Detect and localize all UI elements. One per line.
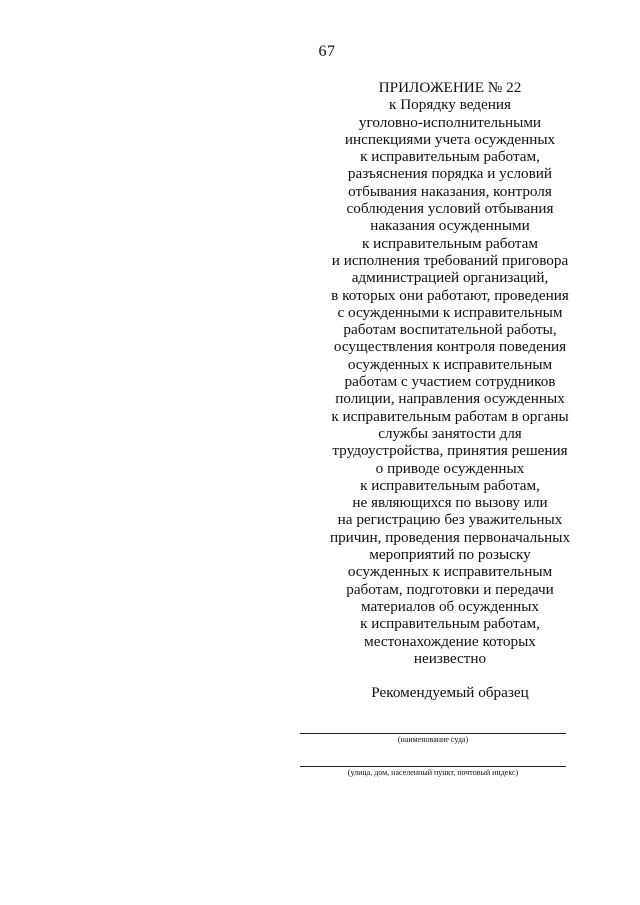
- appendix-line: трудоустройства, принятия решения: [332, 442, 568, 460]
- appendix-line: к исправительным работам: [361, 234, 539, 252]
- address-line: [300, 766, 566, 767]
- appendix-line: службы занятости для: [378, 424, 522, 442]
- appendix-line: к исправительным работам,: [360, 476, 540, 494]
- court-name-caption: (наименование суда): [397, 735, 469, 744]
- appendix-line: соблюдения условий отбывания: [346, 200, 554, 218]
- appendix-line: мероприятий по розыску: [369, 546, 531, 564]
- appendix-line: к исправительным работам,: [360, 615, 540, 633]
- appendix-line: работам воспитательной работы,: [343, 321, 557, 339]
- appendix-line: работам с участием сотрудников: [344, 373, 556, 391]
- appendix-line: осужденных к исправительным: [347, 563, 553, 581]
- appendix-line: отбывания наказания, контроля: [348, 182, 552, 200]
- appendix-line: о приводе осужденных: [375, 459, 525, 477]
- appendix-line: администрацией организаций,: [351, 269, 549, 287]
- appendix-line: уголовно-исполнительными: [358, 113, 542, 131]
- appendix-line: осуществления контроля поведения: [333, 338, 567, 356]
- appendix-line: местонахождение которых: [364, 632, 536, 650]
- appendix-line: полиции, направления осужденных: [335, 390, 565, 408]
- appendix-line: к Порядку ведения: [389, 96, 511, 114]
- appendix-line: и исполнения требований приговора: [331, 251, 569, 269]
- appendix-line: наказания осужденными: [370, 217, 530, 235]
- court-name-line: [300, 733, 566, 734]
- address-caption: (улица, дом, населенный пункт, почтовый индекс): [347, 768, 519, 777]
- appendix-line: неизвестно: [413, 649, 487, 667]
- appendix-line: осужденных к исправительным: [347, 355, 553, 373]
- appendix-line: с осужденными к исправительным: [337, 303, 563, 321]
- appendix-title: ПРИЛОЖЕНИЕ № 22: [378, 79, 522, 96]
- appendix-line: на регистрацию без уважительных: [337, 511, 563, 529]
- appendix-line: материалов об осужденных: [360, 597, 539, 615]
- appendix-line: разъяснения порядка и условий: [347, 165, 553, 183]
- page-number: 67: [318, 43, 336, 60]
- appendix-line: работам, подготовки и передачи: [346, 580, 554, 598]
- appendix-line: инспекциями учета осужденных: [344, 130, 556, 148]
- appendix-line: к исправительным работам в органы: [331, 407, 569, 425]
- appendix-line: причин, проведения первоначальных: [329, 528, 571, 546]
- appendix-line: в которых они работают, проведения: [331, 286, 569, 304]
- recommended-sample-label: Рекомендуемый образец: [371, 684, 529, 701]
- appendix-line: не являющихся по вызову или: [352, 494, 548, 512]
- appendix-line: к исправительным работам,: [360, 148, 540, 166]
- appendix-header: [300, 79, 600, 667]
